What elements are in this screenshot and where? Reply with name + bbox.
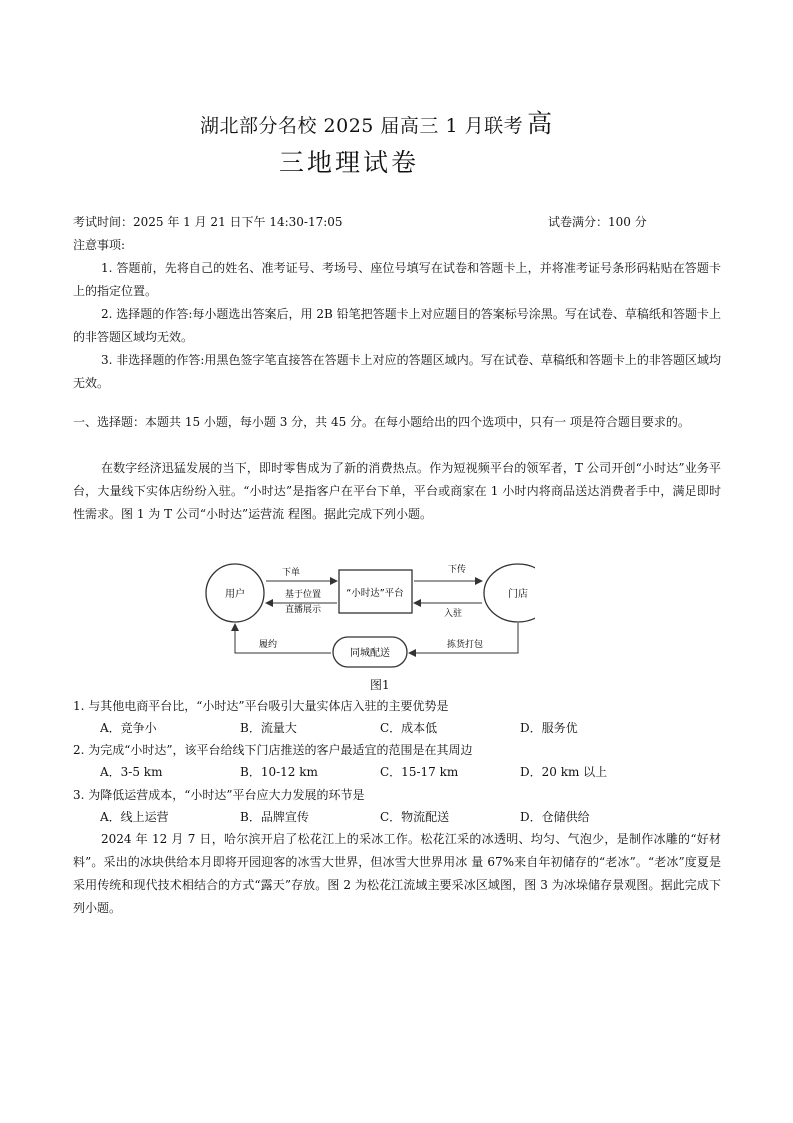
question-2-option-a: A．3-5 km	[100, 765, 163, 779]
figure1-flow-diagram	[195, 555, 535, 675]
node-delivery-label: 同城配送	[350, 648, 390, 659]
question-3-option-d: D．仓储供给	[520, 810, 590, 824]
section1-heading: 一、选择题：本题共 15 小题，每小题 3 分，共 45 分。在每小题给出的四个选项中，只有一 项是符合题目要求的。	[73, 415, 690, 429]
node-platform-label: “小时达”平台	[346, 588, 404, 599]
edge-location-label: 基于位置	[284, 590, 322, 600]
question-2-options	[100, 761, 700, 783]
notice-item-1: 1. 答题前，先将自己的姓名、准考证号、考场号、座位号填写在试卷和答题卡上，并将准考证号条形码粘贴在答题卡上的指定位置。	[73, 261, 721, 298]
exam-title-tail: 高	[527, 109, 553, 138]
edge-fulfill	[235, 624, 331, 653]
question-3-option-b: B．品牌宣传	[240, 810, 309, 824]
material-2: 2024 年 12 月 7 日，哈尔滨开启了松花江上的采冰工作。松花江采的冰透明、均匀、气泡少，是制作冰雕的“好材料”。采出的冰块供给本月即将开园迎客的冰雪大世界，但冰雪大世界用冰 量 67%来自年初储存的“老冰”。“老冰”度夏是采用传统和现代技术相结合的方式“露天”存放。图 2 为松花江流域主要采冰区域图，图 3 为冰垛储存景观图。据此完成下列小题。	[73, 832, 721, 915]
question-2-option-c: C．15-17 km	[380, 765, 459, 779]
question-2-stem: 2. 为完成“小时达”，该平台给线下门店推送的客户最适宜的范围是在其周边	[73, 743, 473, 757]
question-1-option-d: D．服务优	[520, 721, 578, 735]
edge-fulfill-label: 履约	[258, 640, 278, 650]
edge-live-label: 直播展示	[284, 605, 322, 615]
edge-push-label: 下传	[447, 565, 467, 575]
notice-item-2: 2. 选择题的作答:每小题选出答案后，用 2B 铅笔把答题卡上对应题目的答案标号涂黑。写在试卷、草稿纸和答题卡上的非答题区域均无效。	[73, 307, 721, 344]
edge-pick-label: 拣货打包	[446, 640, 484, 650]
node-user-label: 用户	[225, 589, 245, 600]
question-3-stem: 3. 为降低运营成本，“小时达”平台应大力发展的环节是	[73, 788, 365, 802]
question-3-option-a: A．线上运营	[100, 810, 169, 824]
notice-heading: 注意事项:	[73, 238, 126, 252]
edge-join-label: 入驻	[443, 609, 463, 619]
edge-order-label: 下单	[281, 568, 301, 578]
question-2-option-d: D．20 km 以上	[520, 765, 608, 779]
question-1-option-c: C．成本低	[380, 721, 438, 735]
figure1-caption: 图1	[370, 678, 390, 692]
node-store-label: 门店	[508, 589, 528, 600]
question-2-option-b: B．10-12 km	[240, 765, 318, 779]
question-3-options	[100, 806, 700, 828]
question-3-option-c: C．物流配送	[380, 810, 450, 824]
exam-score: 试卷满分：100 分	[548, 215, 647, 229]
material-1: 在数字经济迅猛发展的当下，即时零售成为了新的消费热点。作为短视频平台的领军者，T 公司开创“小时达”业务平台，大量线下实体店纷纷入驻。“小时达”是指客户在平台下单，平台或商家在 1 小时内将商品送达消费者手中，满足即时性需求。图 1 为 T 公司“小时达”运营流 程图。据此完成下列小题。	[73, 461, 721, 521]
exam-time: 考试时间：2025 年 1 月 21 日下午 14:30-17:05	[73, 215, 343, 229]
exam-title-line2: 三地理试卷	[279, 148, 420, 177]
question-1-option-a: A．竞争小	[100, 721, 157, 735]
question-1-option-b: B．流量大	[240, 721, 297, 735]
exam-title-main: 湖北部分名校 2025 届高三 1 月联考	[200, 115, 524, 137]
exam-title-line1	[200, 104, 553, 140]
notice-item-3: 3. 非选择题的作答:用黑色签字笔直接答在答题卡上对应的答题区域内。写在试卷、草稿纸和答题卡上的非答题区域均无效。	[73, 353, 721, 390]
question-1-stem: 1. 与其他电商平台比，“小时达”平台吸引大量实体店入驻的主要优势是	[73, 699, 449, 713]
question-1-options	[100, 717, 700, 739]
